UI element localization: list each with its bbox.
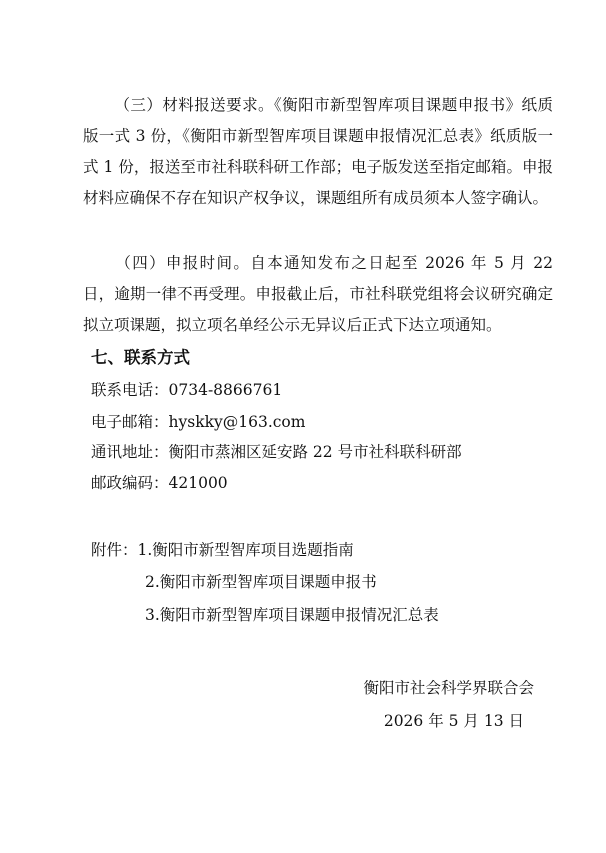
section-4-paragraph — [83, 248, 553, 341]
attachment-item-3: 3.衡阳市新型智库项目课题申报情况汇总表 — [145, 606, 439, 624]
contact-heading: 七、联系方式 — [91, 348, 190, 367]
attachment-item-1: 附件：1.衡阳市新型智库项目选题指南 — [91, 541, 354, 559]
contact-email: 电子邮箱：hyskky@163.com — [91, 413, 306, 431]
contact-address: 通讯地址：衡阳市蒸湘区延安路 22 号市社科联科研部 — [91, 443, 462, 461]
section-3-text: （三）材料报送要求。《衡阳市新型智库项目课题申报书》纸质版一式 3 份，《衡阳市新型智库项目课题申报情况汇总表》纸质版一式 1 份，报送至市社科联科研工作部；电子版发送至指定邮箱。申报材料应确保不存在知识产权争议，课题组所有成员须本人签字确认。 — [83, 96, 553, 207]
attachment-item-2: 2.衡阳市新型智库项目课题申报书 — [145, 573, 377, 591]
section-4-text: （四）申报时间。自本通知发布之日起至 2026 年 5 月 22 日，逾期一律不再受理。申报截止后，市社科联党组将会议研究确定拟立项课题，拟立项名单经公示无异议后正式下达立项通知。 — [83, 254, 553, 334]
signature-organization: 衡阳市社会科学界联合会 — [363, 679, 534, 697]
contact-phone: 联系电话：0734-8866761 — [91, 381, 283, 399]
signature-date: 2026 年 5 月 13 日 — [383, 712, 524, 730]
contact-postcode: 邮政编码：421000 — [91, 474, 228, 492]
section-3-paragraph — [83, 90, 553, 214]
